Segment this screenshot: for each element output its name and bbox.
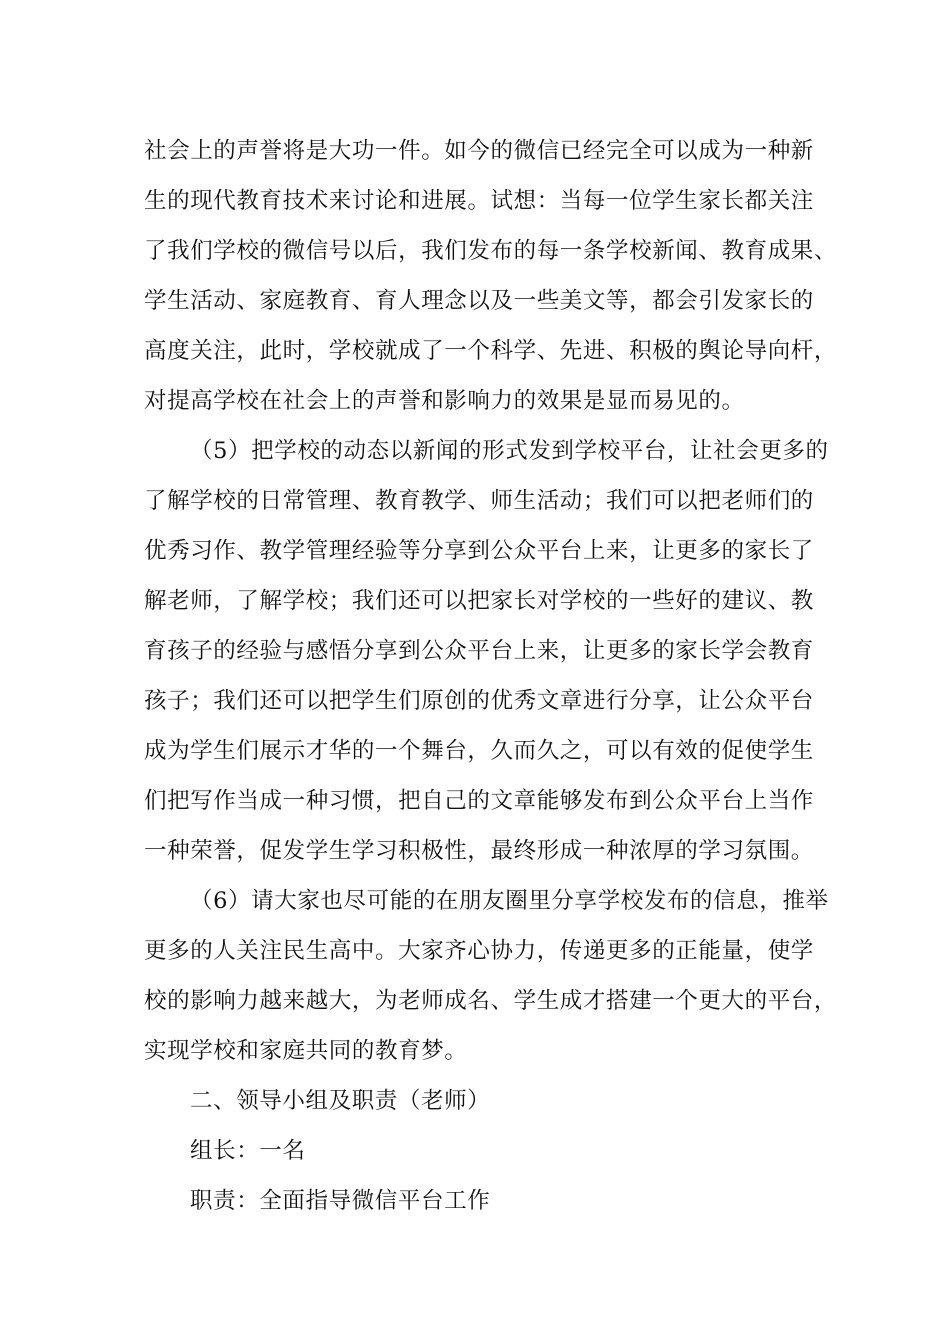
paragraph-line: 育孩子的经验与感悟分享到公众平台上来，让更多的家长学会教育 [144, 638, 814, 664]
paragraph-line: 了解学校的日常管理、教育教学、师生活动；我们可以把老师们的 [144, 488, 814, 514]
paragraph-line: 一种荣誉，促发学生学习积极性，最终形成一种浓厚的学习氛围。 [144, 838, 814, 864]
duty-line: 职责：全面指导微信平台工作 [190, 1188, 491, 1214]
paragraph-line-indented: （5）把学校的动态以新闻的形式发到学校平台，让社会更多的 [190, 438, 829, 464]
paragraph-line: 社会上的声誉将是大功一件。如今的微信已经完全可以成为一种新 [144, 138, 814, 164]
paragraph-line-indented: （6）请大家也尽可能的在朋友圈里分享学校发布的信息，推举 [190, 888, 829, 914]
paragraph-line: 学生活动、家庭教育、育人理念以及一些美文等，都会引发家长的 [144, 288, 814, 314]
paragraph-line: 实现学校和家庭共同的教育梦。 [144, 1038, 468, 1064]
paragraph-line: 优秀习作、教学管理经验等分享到公众平台上来，让更多的家长了 [144, 538, 814, 564]
paragraph-line: 孩子；我们还可以把学生们原创的优秀文章进行分享，让公众平台 [144, 688, 814, 714]
paragraph-line: 更多的人关注民生高中。大家齐心协力，传递更多的正能量，使学 [144, 938, 814, 964]
paragraph-line: 校的影响力越来越大，为老师成名、学生成才搭建一个更大的平台， [144, 988, 838, 1014]
paragraph-line: 成为学生们展示才华的一个舞台，久而久之，可以有效的促使学生 [144, 738, 814, 764]
section-heading: 二、领导小组及职责（老师） [190, 1088, 491, 1114]
paragraph-line: 生的现代教育技术来讨论和进展。试想：当每一位学生家长都关注 [144, 188, 814, 214]
leader-line: 组长：一名 [190, 1138, 306, 1164]
paragraph-line: 对提高学校在社会上的声誉和影响力的效果是显而易见的。 [144, 388, 745, 414]
paragraph-line: 解老师，了解学校；我们还可以把家长对学校的一些好的建议、教 [144, 588, 814, 614]
paragraph-line: 们把写作当成一种习惯，把自己的文章能够发布到公众平台上当作 [144, 788, 814, 814]
paragraph-line: 了我们学校的微信号以后，我们发布的每一条学校新闻、教育成果、 [144, 238, 838, 264]
paragraph-line: 高度关注，此时，学校就成了一个科学、先进、积极的舆论导向杆， [144, 338, 838, 364]
